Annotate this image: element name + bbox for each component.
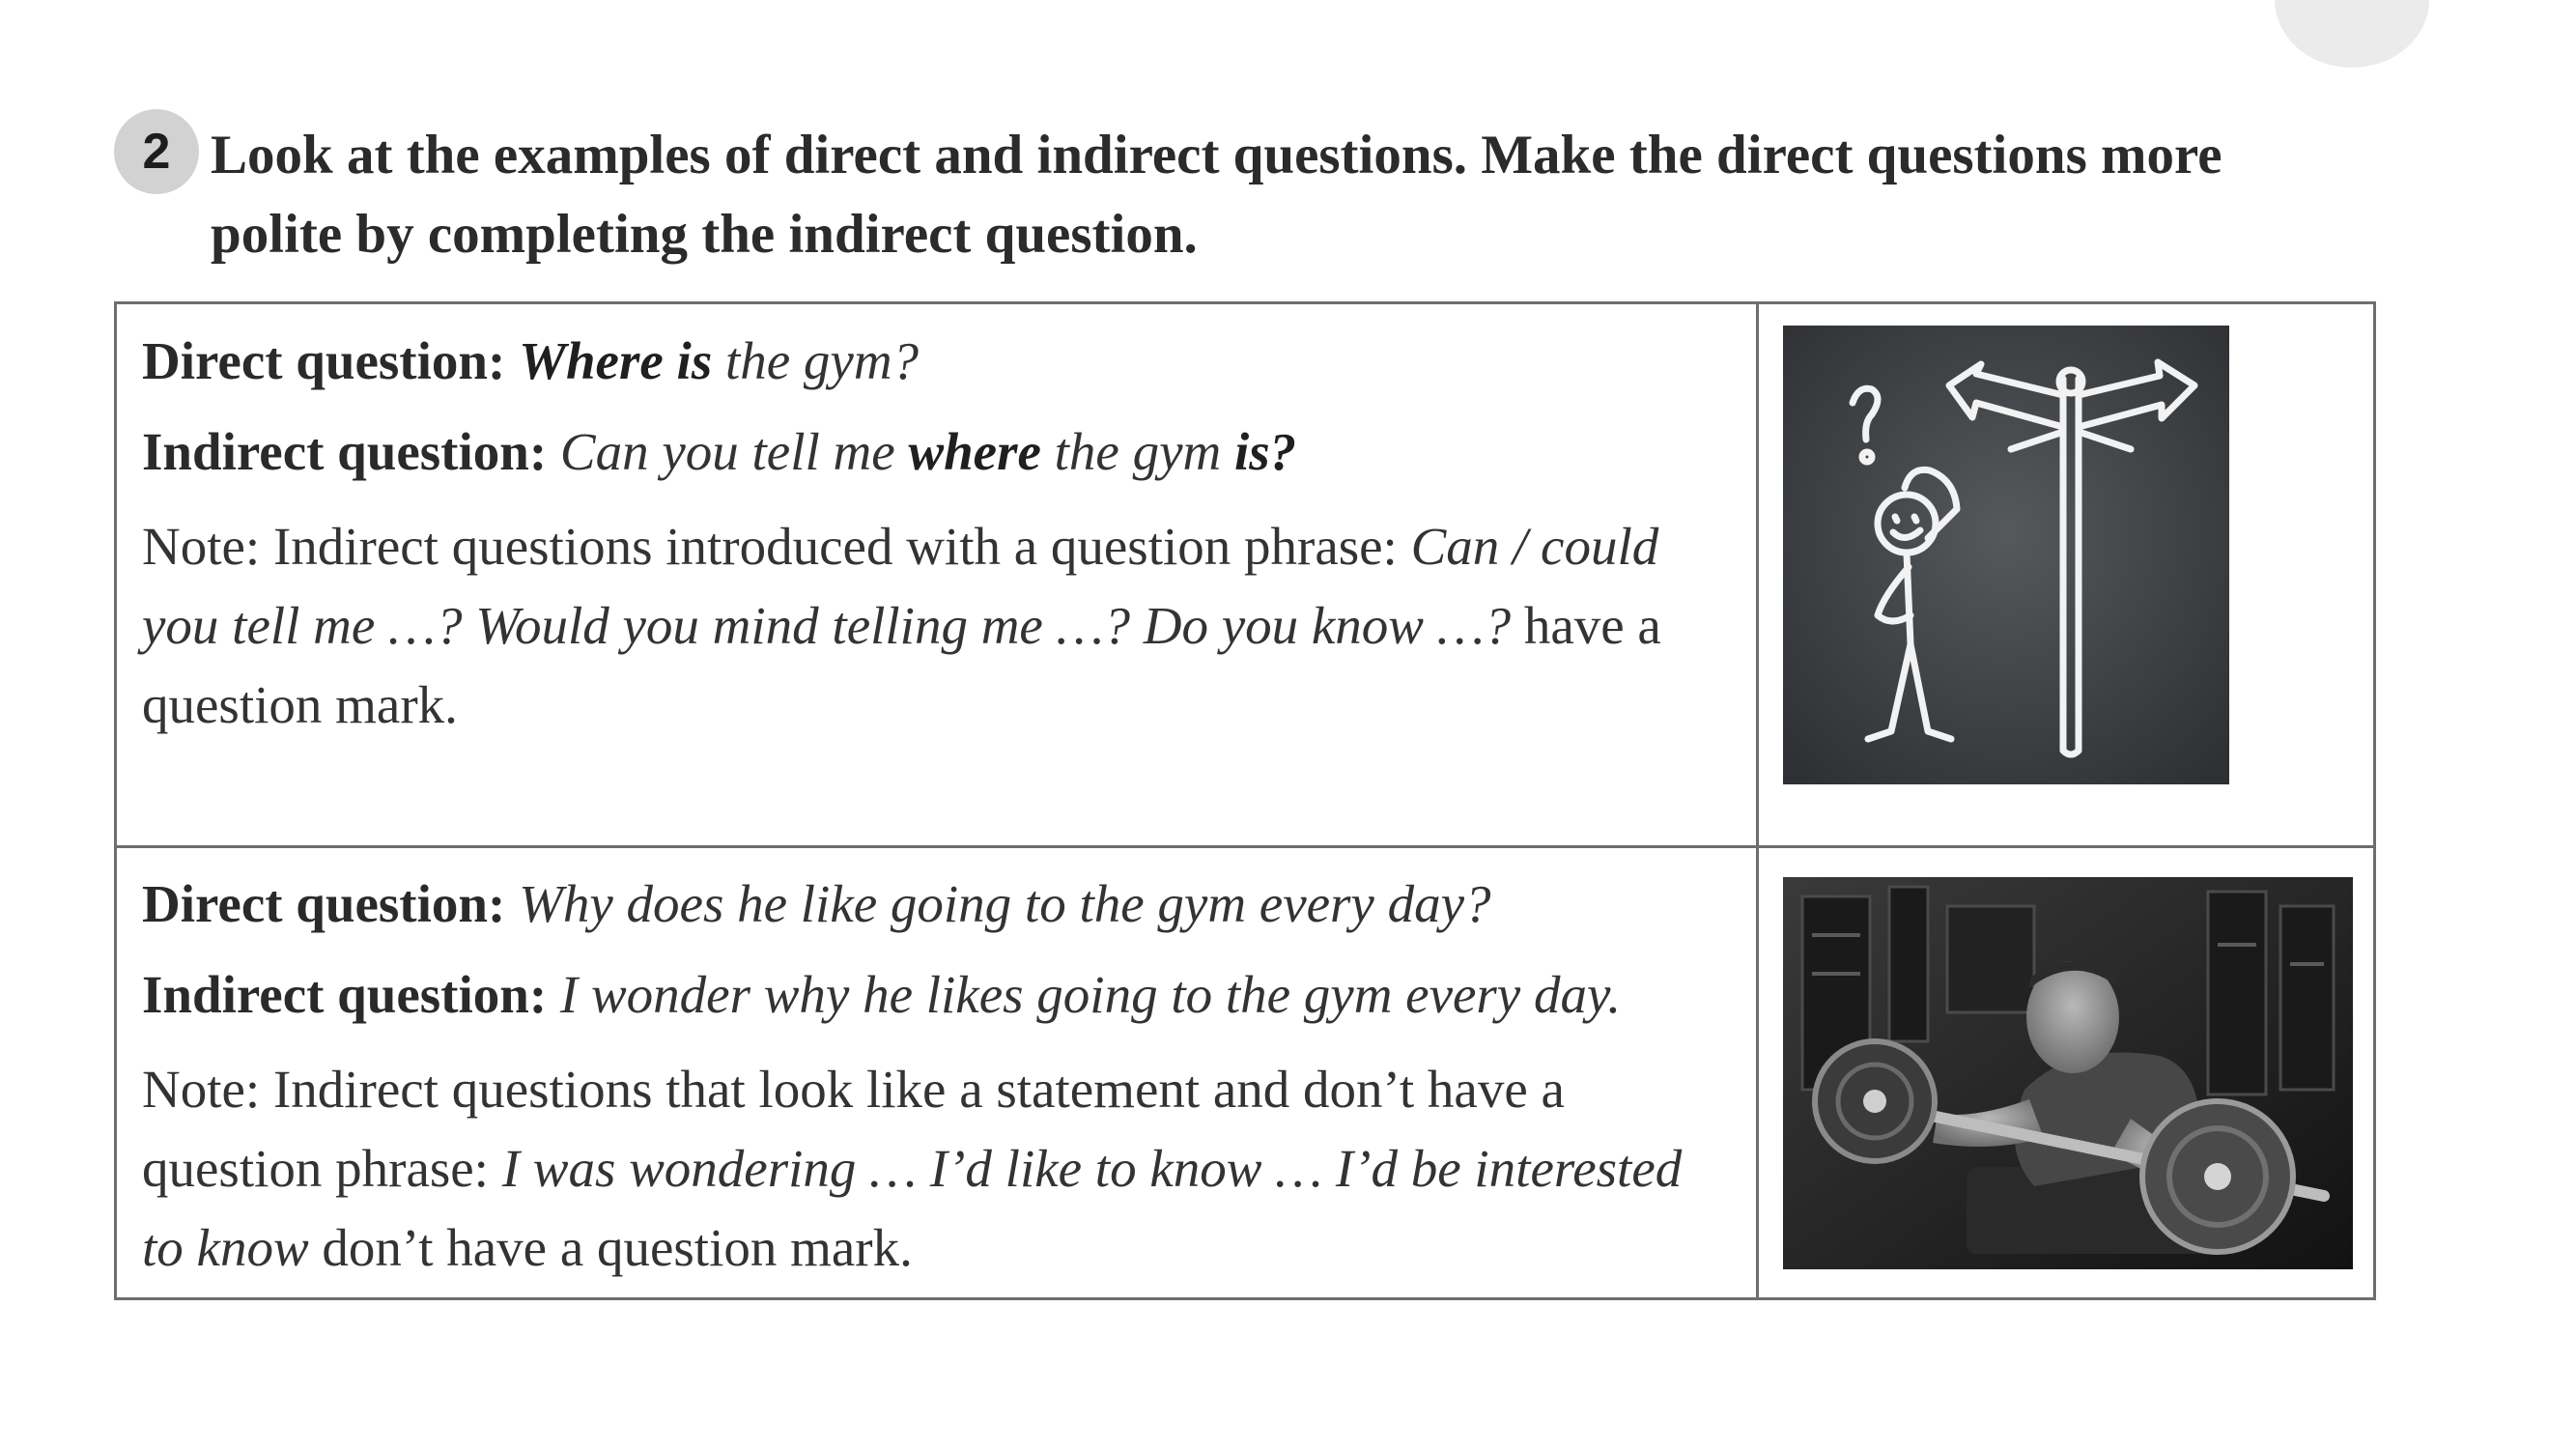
chalkboard-confused-stick-figure-signpost-icon <box>1783 326 2229 784</box>
text-run: Where is <box>519 331 713 390</box>
indirect-question-text <box>560 422 1296 481</box>
instruction-line-1: Look at the examples of direct and indirect questions. Make the direct questions more <box>211 125 2222 185</box>
text-run: the gym? <box>712 331 920 390</box>
direct-question-text <box>519 331 919 390</box>
indirect-question-text <box>560 965 1621 1024</box>
direct-question-text <box>519 874 1490 933</box>
text-run: don’t have a question mark. <box>308 1218 913 1277</box>
exercise-instruction <box>211 116 2403 274</box>
text-run: Can you tell me <box>559 422 909 481</box>
text-run: question phrase: <box>142 1139 502 1198</box>
text-run: you tell me …? Would you mind telling me …? Do you know …? <box>142 596 1512 655</box>
note-line <box>142 586 1736 666</box>
note-line <box>142 666 1736 745</box>
example-2-direct-question <box>142 868 1736 940</box>
note-line <box>142 507 1736 586</box>
text-run: where <box>908 422 1041 481</box>
example-1-direct-question <box>142 326 1736 397</box>
text-run: I wonder why he likes going to the gym every day. <box>559 965 1622 1024</box>
page-corner-decoration <box>2275 0 2429 68</box>
text-run: question mark. <box>142 675 458 734</box>
example-2-note <box>142 1050 1736 1288</box>
text-run: I was wondering … I’d like to know … I’d be interested <box>501 1139 1683 1198</box>
text-run: Note: Indirect questions introduced with a question phrase: <box>142 517 1411 576</box>
text-run: is? <box>1233 422 1297 481</box>
direct-question-label: Direct question: <box>142 331 506 390</box>
indirect-question-label: Indirect question: <box>142 965 548 1024</box>
man-lifting-barbell-gym-photo-icon <box>1783 877 2353 1269</box>
example-1-text-cell <box>142 326 1736 745</box>
text-run: Note: Indirect questions that look like a statement and don’t have a <box>142 1060 1565 1119</box>
grammar-examples-table <box>114 301 2376 1300</box>
exercise-number-badge: 2 <box>114 109 199 194</box>
text-run: the gym <box>1040 422 1234 481</box>
text-run: Why does he like going to the gym every day? <box>519 874 1491 933</box>
note-line <box>142 1208 1736 1288</box>
indirect-question-label: Indirect question: <box>142 422 548 481</box>
note-line <box>142 1129 1736 1208</box>
note-line <box>142 1050 1736 1129</box>
text-run: Can / could <box>1410 517 1659 576</box>
table-column-divider <box>1756 304 1759 1297</box>
text-run: to know <box>142 1218 309 1277</box>
example-2-text-cell <box>142 868 1736 1288</box>
example-1-indirect-question <box>142 416 1736 488</box>
text-run: have a <box>1511 596 1661 655</box>
example-2-indirect-question <box>142 959 1736 1031</box>
example-1-note <box>142 507 1736 745</box>
instruction-line-2: polite by completing the indirect question. <box>211 204 1198 265</box>
table-row-divider <box>117 845 2373 848</box>
direct-question-label: Direct question: <box>142 874 506 933</box>
